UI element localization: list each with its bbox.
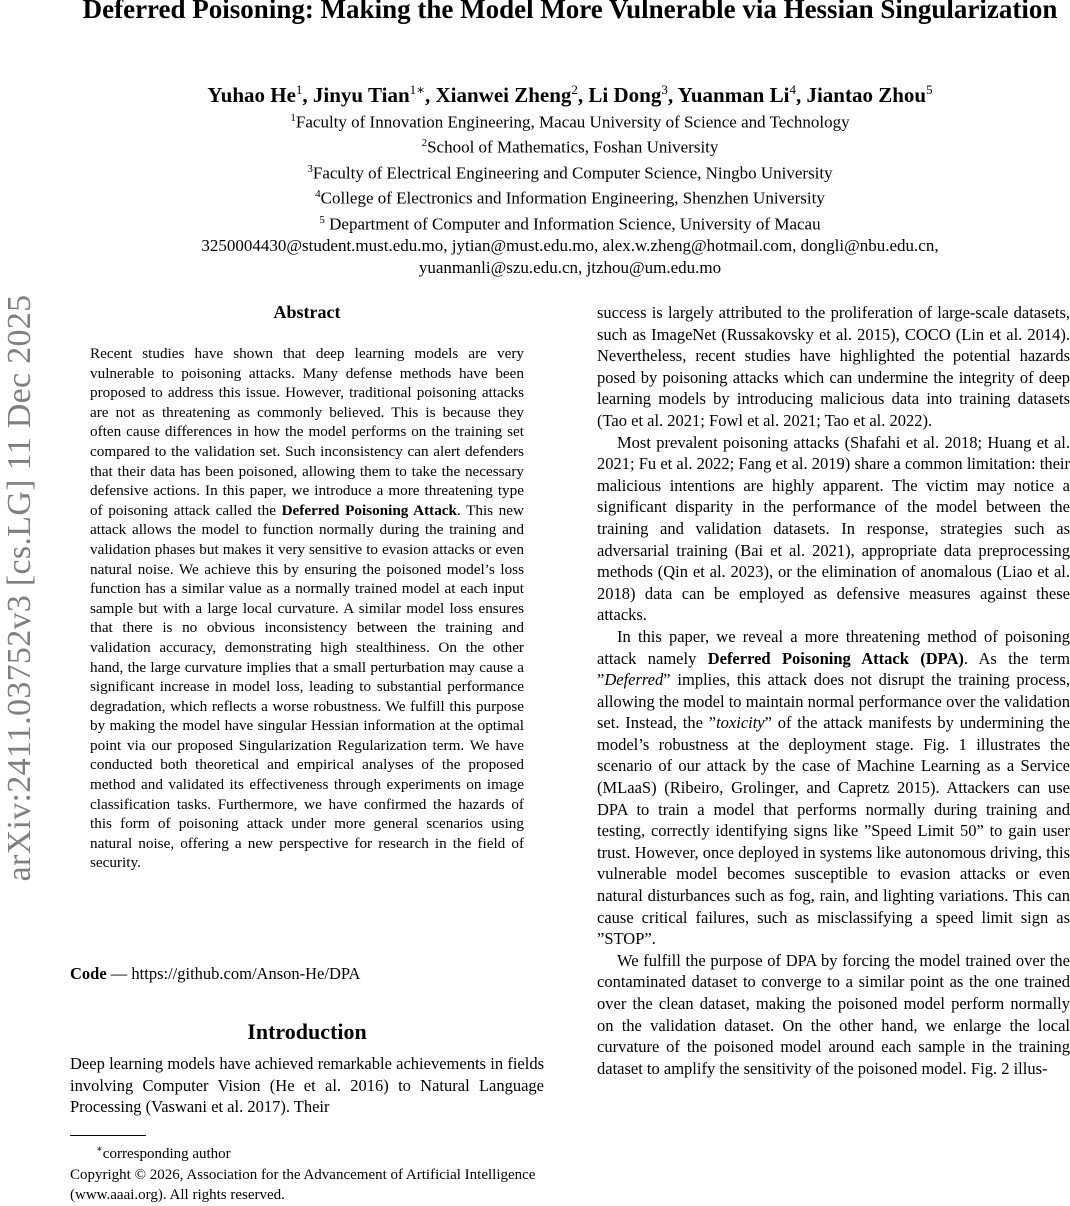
footnotes xyxy=(70,1140,550,1206)
affiliation: $^4$College of Electronics and Information Engineering, Shenzhen University xyxy=(315,188,825,209)
author-list: Yuhao He$^1$, Jinyu Tian$^{1∗}$, Xianwei Zheng$^2$, Li Dong$^3$, Yuanman Li$^4$, Jiantao Zhou$^5$ xyxy=(207,82,933,107)
abstract-bold-term: Deferred Poisoning Attack xyxy=(281,501,457,519)
right-column xyxy=(597,302,1070,1079)
affiliation: $^2$School of Mathematics, Foshan University xyxy=(421,137,719,158)
affiliation: $^5$ Department of Computer and Information Science, University of Macau xyxy=(319,213,821,234)
arxiv-identifier xyxy=(0,238,40,938)
abstract-body: Recent studies have shown that deep learning models are very vulnerable to poisoning attacks. Many defense methods have been proposed to address this issue. However, traditional poisoning attacks are not as threatening as commonly believed. This is because they often cause differences in how the model performs on the training set compared to the validation set. Such inconsistency can alert defenders that their data has been poisoned, allowing them to take the necessary defensive actions. In this paper, we introduce a more threatening type of poisoning attack called the Deferred Poisoning Attack. This new attack allows the model to function normally during the training and validation phases but makes it very sensitive to evasion attacks or even natural noise. We achieve this by ensuring the poisoned model’s loss function has a similar value as a normally trained model at each input sample but with a large local curvature. A similar model loss ensures that there is no obvious inconsistency between the training and validation accuracy, demonstrating high stealthiness. On the other hand, the large curvature implies that a small perturbation may cause a significant increase in model loss, leading to substantial performance degradation, which reflects a worse robustness. We fulfill this purpose by making the model have singular Hessian information at the optimal point via our proposed Singularization Regularization term. We have conducted both theoretical and empirical analyses of the proposed method and validated its effectiveness through experiments on image classification tasks. Furthermore, we have confirmed the hazards of this form of poisoning attack under more general scenarios using natural noise, offering a new perspective for research in the field of security. xyxy=(90,345,524,872)
author: Li Dong$^3$ xyxy=(588,82,668,107)
abstract-heading: Abstract xyxy=(273,302,341,322)
paper-title: Deferred Poisoning: Making the Model More Vulnerable via Hessian Singularization xyxy=(82,0,1058,24)
email-list: yuanmanli@szu.edu.cn, jtzhou@um.edu.mo xyxy=(418,258,722,278)
introduction-paragraph: Deep learning models have achieved remarkable achievements in fields involving Computer Vision (He et al. 2016) to Natural Language Processing (Vaswani et al. 2017). Their xyxy=(70,1054,544,1117)
email-list: 3250004430@student.must.edu.mo, jytian@must.edu.mo, alex.w.zheng@hotmail.com, dongli@nbu.edu.cn, xyxy=(201,236,939,256)
introduction-heading: Introduction xyxy=(247,1019,367,1044)
footnote-rule xyxy=(70,1135,146,1136)
body-paragraph: In this paper, we reveal a more threatening method of poisoning attack namely Deferred Poisoning Attack (DPA). As the term ”Deferred” implies, this attack does not disrupt the training process, allowing the model to maintain normal performance over the validation set. Instead, the ”toxicity” of the attack manifests by undermining the model’s robustness at the deployment stage. Fig. 1 illustrates the scenario of our attack by the case of Machine Learning as a Service (MLaaS) (Ribeiro, Grolinger, and Capretz 2015). Attackers can use DPA to train a model that performs normally during training and testing, correctly identifying signs like ”Speed Limit 50” to gain user trust. However, once deployed in systems like autonomous driving, this vulnerable model becomes susceptible to evasion attacks or even natural disturbances such as fog, rain, and lighting variations. This can cause critical failures, such as misclassifying a speed limit sign as ”STOP”. xyxy=(597,626,1070,949)
author: Yuanman Li$^4$ xyxy=(677,82,796,107)
affiliation: $^3$Faculty of Electrical Engineering and Computer Science, Ningbo University xyxy=(307,162,833,183)
author: Jinyu Tian$^{1∗}$ xyxy=(312,82,425,107)
author: Xianwei Zheng$^2$ xyxy=(435,82,578,107)
affiliation: $^1$Faculty of Innovation Engineering, Macau University of Science and Technology xyxy=(290,112,850,132)
arxiv-identifier-text: arXiv:2411.03752v3 [cs.LG] 11 Dec 2025 xyxy=(1,294,38,882)
author: Yuhao He$^1$ xyxy=(207,82,303,107)
body-paragraph: success is largely attributed to the proliferation of large-scale datasets, such as ImageNet (Russakovsky et al. 2015), COCO (Lin et al. 2014). Nevertheless, recent studies have highlighted the potential hazards posed by poisoning attacks which can undermine the integrity of deep learning models by introducing malicious data into training datasets (Tao et al. 2021; Fowl et al. 2021; Tao et al. 2022). xyxy=(597,303,1070,430)
body-paragraph: Most prevalent poisoning attacks (Shafahi et al. 2018; Huang et al. 2021; Fu et al. 2022; Fang et al. 2019) share a common limitation: their malicious intentions are highly apparent. The victim may notice a significant disparity in the performance of the model between the training and validation datasets. In response, strategies such as adversarial training (Bai et al. 2021), appropriate data preprocessing methods (Qin et al. 2023), or the elimination of anomalous (Liao et al. 2018) data can be employed as defensive measures against these attacks. xyxy=(597,432,1070,625)
code-link-line: Code — https://github.com/Anson-He/DPA xyxy=(70,964,361,983)
corresponding-author-note: ∗corresponding author xyxy=(96,1144,231,1162)
code-url-link[interactable]: https://github.com/Anson-He/DPA xyxy=(131,964,361,983)
code-label: Code xyxy=(70,964,107,983)
body-paragraph: We fulfill the purpose of DPA by forcing the model trained over the contaminated dataset to converge to a similar point as the one trained over the clean dataset, making the poisoned model perform normally on the validation dataset. On the other hand, we enlarge the local curvature of the poisoned model around each sample in the training dataset to amplify the sensitivity of the poisoned model. Fig. 2 illus- xyxy=(597,950,1070,1078)
copyright-notice: Copyright © 2026, Association for the Advancement of Artificial Intelligence (www.aaai.org). All rights reserved. xyxy=(70,1166,536,1203)
author: Jiantao Zhou$^5$ xyxy=(806,82,933,107)
affiliations xyxy=(70,108,1070,279)
